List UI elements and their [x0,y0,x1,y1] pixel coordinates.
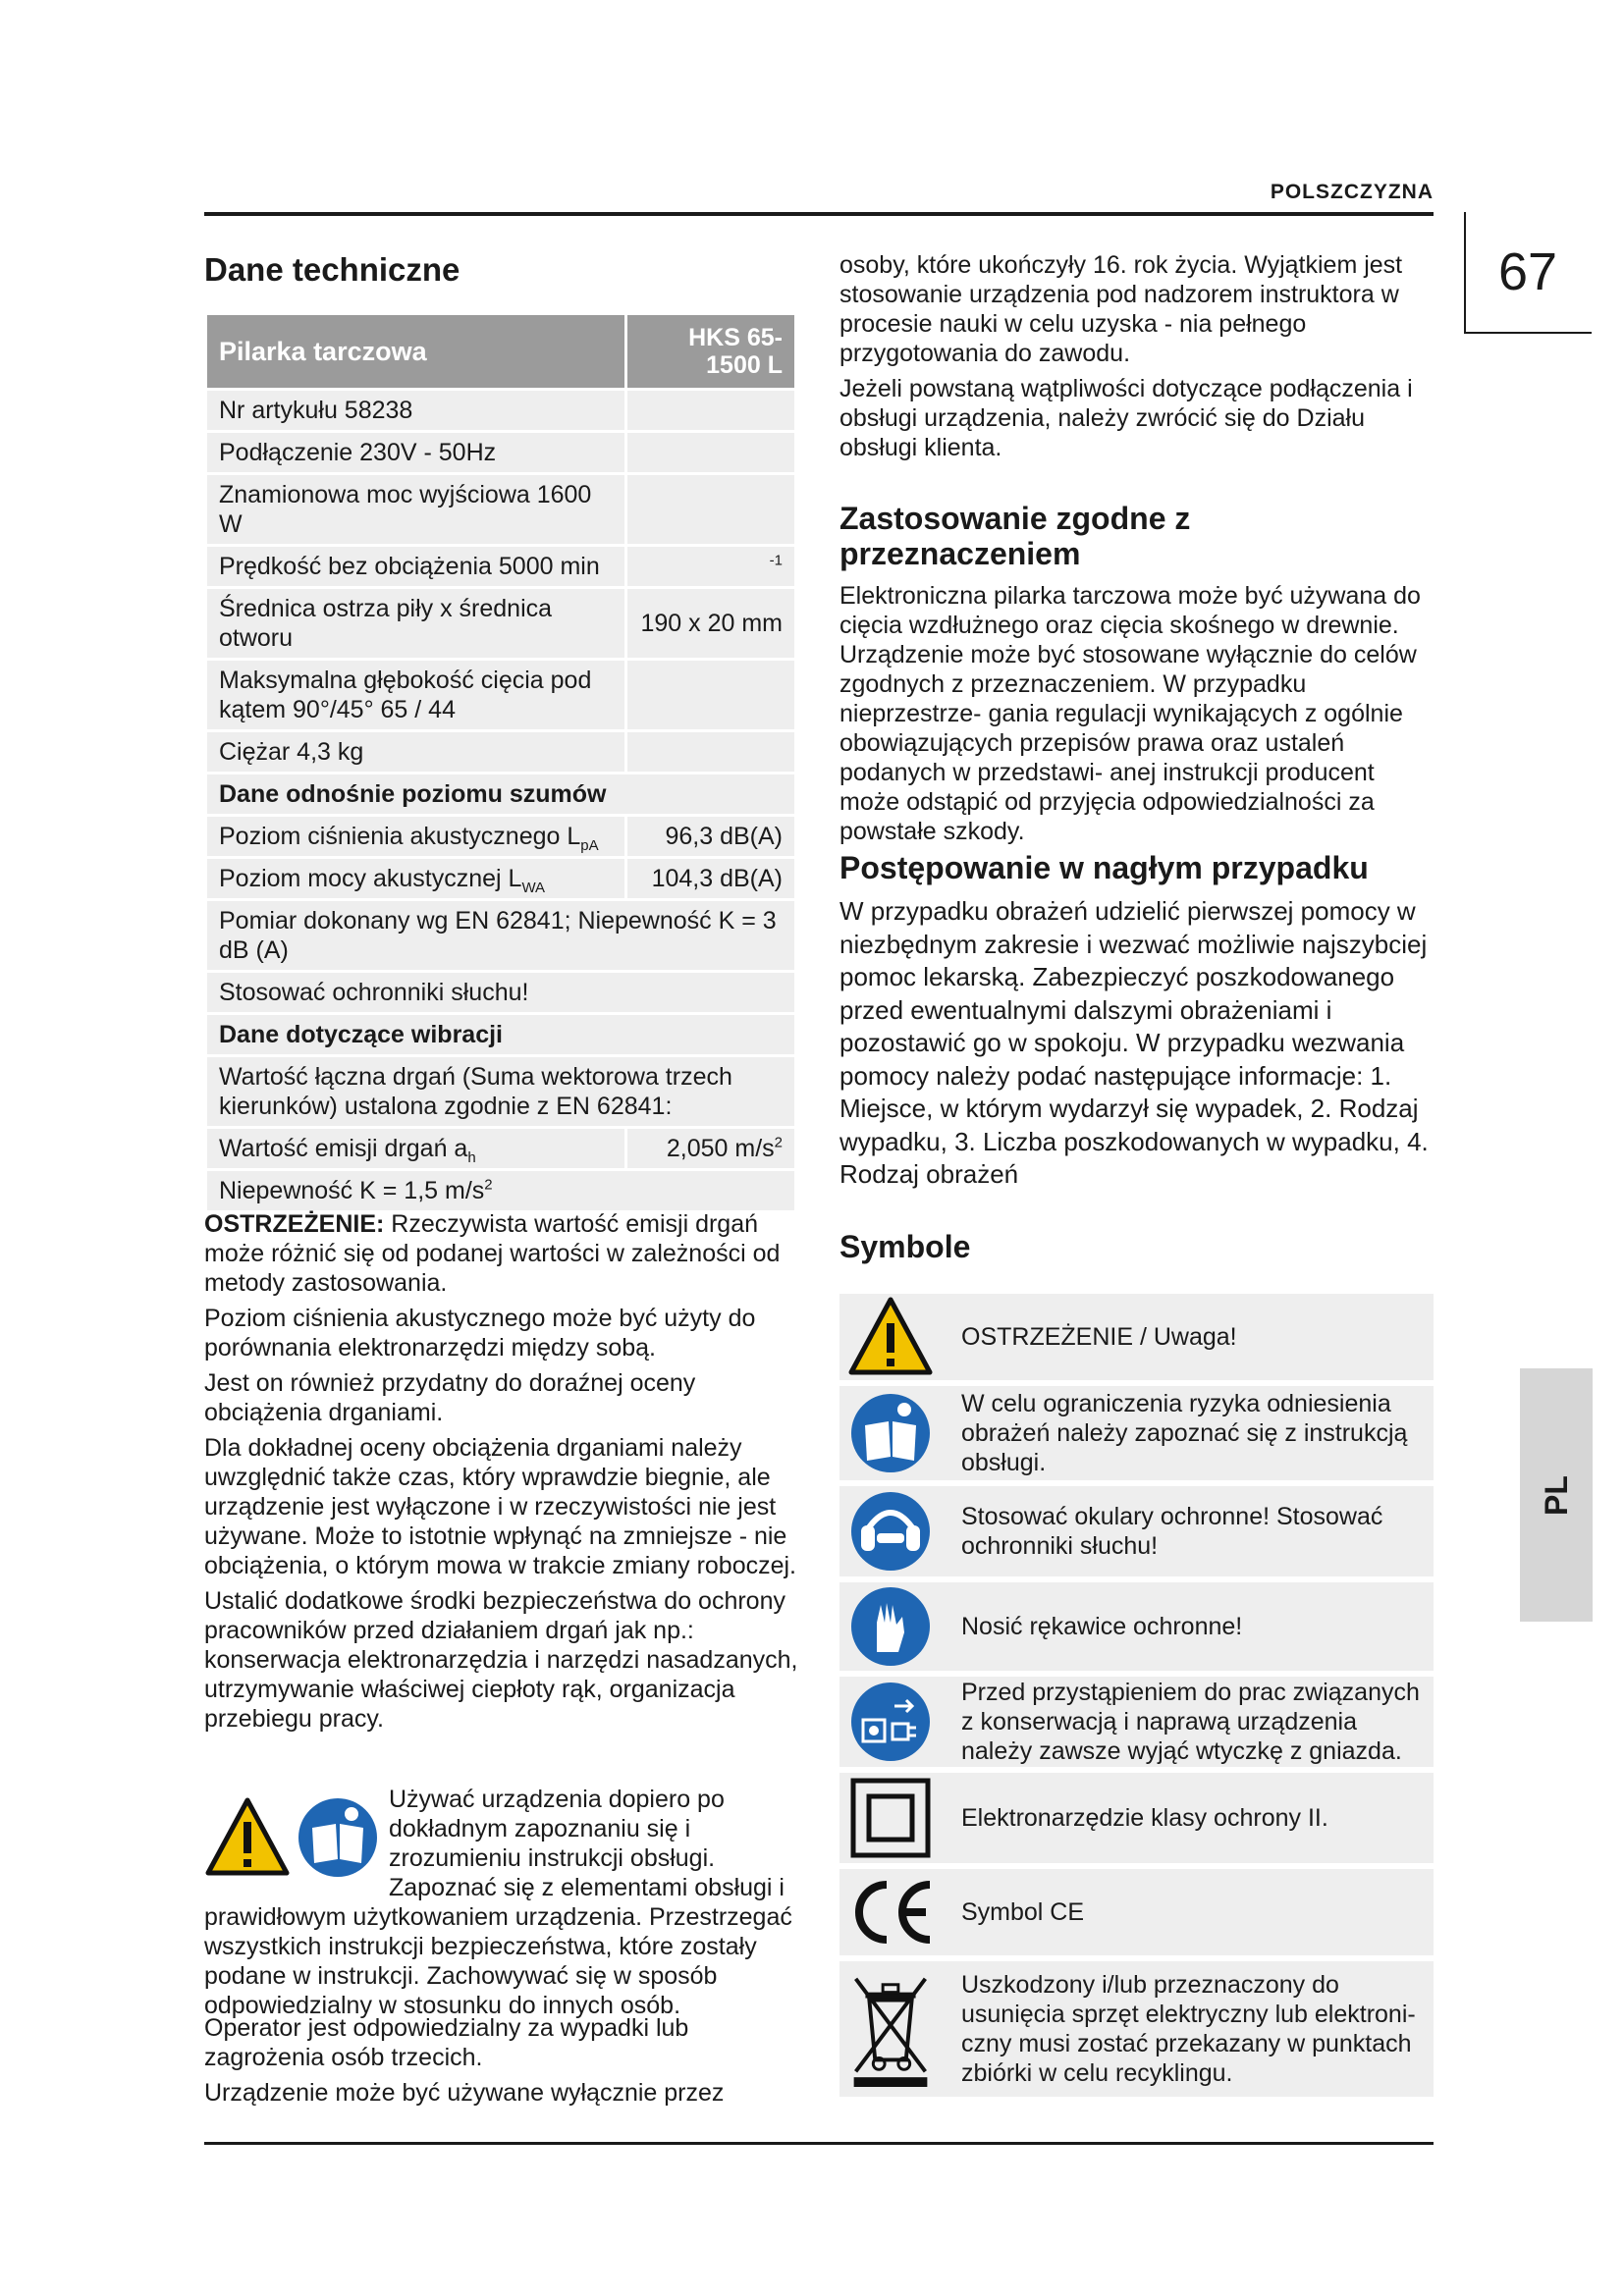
symbol-text: OSTRZEŻENIE / Uwaga! [961,1323,1237,1351]
gloves-icon [847,1583,934,1670]
ce-mark-icon [847,1869,934,1955]
table-row: Niepewność K = 1,5 $m/s^2$ [206,1170,796,1212]
table-row: Znamionowa moc wyjściowa 1600 W [206,474,796,546]
symbol-row-weee [839,1961,1434,2097]
weee-bin-icon [847,1971,934,2087]
page-number: 67 [1497,242,1558,301]
footer-rule [204,2142,1434,2145]
warning-triangle-icon [847,1294,934,1380]
symbol-text: Stosować okulary ochronne! Stosować ochronniki słuchu! [961,1503,1383,1560]
table-row: Wartość emisji drgań $a_h$ 2,050 $m/s^2$ [206,1128,796,1170]
table-header-row [206,314,796,390]
symbol-row-read-manual [839,1386,1434,1480]
table-row: Poziom mocy akustycznej $L_{WA}$ 104,3 dB(A) [206,858,796,900]
paragraph: Operator jest odpowiedzialny za wypadki lub zagrożenia osób trzecich. [204,2014,689,2071]
symbol-text: Przed przystąpieniem do prac związanych z konserwacją i naprawą urządzenia należy zawsze wyjąć wtyczkę z gniazda. [961,1679,1420,1765]
table-row: Stosować ochronniki słuchu! [206,972,796,1014]
intended-use-title: Zastosowanie zgodne z przeznaczeniem [839,501,1191,571]
paragraph: Jest on również przydatny do doraźnej oceny obciążenia drganiami. [204,1369,696,1426]
symbol-row-ce [839,1869,1434,1955]
symbol-row-eye-ear [839,1486,1434,1576]
symbol-text: Nosić rękawice ochronne! [961,1613,1243,1640]
language-header: POLSZCZYZNA [1270,181,1434,203]
table-row: Maksymalna głębokość cięcia pod kątem 90°/45° 65 / 44 [206,660,796,731]
symbol-text: Uszkodzony i/lub przeznaczony do usunięcia sprzęt elektryczny lub elektroni- czny musi zostać przekazany w punktach zbiórki w celu recyklingu. [961,1971,1416,2087]
symbols-title: Symbole [839,1229,971,1264]
read-manual-icon [847,1390,934,1476]
paragraph: Urządzenie może być używane wyłącznie przez [204,2079,725,2107]
notice-icons [204,1794,381,1881]
header-rule [204,212,1434,216]
noise-section-row: Dane odnośnie poziomu szumów [206,774,796,816]
table-row: Poziom ciśnienia akustycznego $L_{pA}$ 96,3 dB(A) [206,816,796,858]
symbol-row-class-two [839,1773,1434,1863]
paragraph: Jeżeli powstaną wątpliwości dotyczące podłączenia i obsługi urządzenia, należy zwrócić się do Działu obsługi klienta. [839,375,1413,461]
eye-ear-protection-icon [847,1488,934,1575]
table-row: Średnica ostrza piły x średnica otworu 190 x 20 mm [206,588,796,660]
intended-use-text: Elektroniczna pilarka tarczowa może być używana do cięcia wzdłużnego oraz cięcia skośnego w drewnie. Urządzenie może być stosowane wyłącznie do celów zgodnych z przeznaczeniem. W przypadku nieprzestrze- gania regulacji wynikających z ogólnie obowiązujących przepisów prawa oraz ustaleń podanych w przedstawi- anej instrukcji producent może odstąpić od przyjęcia odpowiedzialności za powstałe szkody. [839,582,1421,845]
paragraph: osoby, które ukończyły 16. rok życia. Wyjątkiem jest stosowanie urządzenia pod nadzorem instruktora w procesie nauki w celu uzyska - nia pełnego przygotowania do zawodu. [839,251,1403,367]
read-manual-notice: Używać urządzenia dopiero po dokładnym zapoznaniu się i zrozumieniu instrukcji obsługi. Zapoznać się z elementami obsługi i prawidłowym użytkowaniem urządzenia. Przestrzegać wszystkich instrukcji bezpieczeństwa, które zostały podane w instrukcji. Zachowywać się w sposób odpowiedzialny w stosunku do innych osób. [204,1786,792,2019]
class-two-icon [847,1775,934,1861]
table-row: Wartość łączna drgań (Suma wektorowa trzech kierunków) ustalona zgodnie z EN 62841: [206,1056,796,1128]
vibration-warning-text [204,1209,799,1739]
table-row: Prędkość bez obciążenia 5000 min $^{-1}$ [206,546,796,588]
unplug-icon [847,1679,934,1765]
table-row: Podłączenie 230V - 50Hz [206,432,796,474]
table-row: Pomiar dokonany wg EN 62841; Niepewność K = 3 dB (A) [206,900,796,972]
language-side-tab-label: PL [1538,1474,1574,1516]
symbol-row-unplug [839,1677,1434,1767]
emergency-text: W przypadku obrażeń udzielić pierwszej pomocy w niezbędnym zakresie i wezwać możliwie najszybciej pomoc lekarską. Zabezpieczyć poszkodowanego przed ewentualnymi dalszymi obrażeniami i pozostawić go w spokoju. W przypadku wezwania pomocy należy podać następujące informacje: 1. Miejsce, w którym wydarzył się wypadek, 2. Rodzaj wypadku, 3. Liczba poszkodowanych w wypadku, 4. Rodzaj obrażeń [839,896,1429,1189]
device-label: Pilarka tarczowa [206,314,626,390]
warning-paragraph: OSTRZEŻENIE: Rzeczywista wartość emisji drgań może różnić się od podanej wartości w zależności od metody zastosowania. [204,1210,781,1297]
paragraph: Ustalić dodatkowe środki bezpieczeństwa do ochrony pracowników przed działaniem drgań jak np.: konserwacja elektronarzędzia i narzędzi nasadzanych, utrzymywanie właściwej ciepłoty rąk, organizacja przebiegu pracy. [204,1587,798,1733]
model-label: HKS 65- 1500 L [626,314,796,390]
table-row: Nr artykułu 58238 [206,390,796,432]
table-row: Ciężar 4,3 kg [206,731,796,774]
symbol-row-warning [839,1294,1434,1380]
symbol-text: Elektronarzędzie klasy ochrony II. [961,1804,1328,1832]
emergency-title: Postępowanie w nagłym przypadku [839,850,1369,885]
symbol-text: W celu ograniczenia ryzyka odniesienia obrażeń należy zapoznać się z instrukcją obsługi. [961,1390,1408,1476]
paragraph: Dla dokładnej oceny obciążenia drganiami należy uwzględnić także czas, który wprawdzie biegnie, ale urządzenie jest wyłączone i w rzeczywistości nie jest używane. Może to istotnie wpłynąć na zmniejsze - nie obciążenia, o którym mowa w trakcie zmiany roboczej. [204,1434,797,1579]
vibration-section-row: Dane dotyczące wibracji [206,1014,796,1056]
tech-data-title: Dane techniczne [204,251,460,288]
operator-text [204,2013,799,2113]
tech-data-table [204,312,797,1213]
warning-triangle-icon [204,1794,381,1881]
paragraph: Poziom ciśnienia akustycznego może być użyty do porównania elektronarzędzi między sobą. [204,1305,756,1362]
symbol-row-gloves [839,1582,1434,1671]
symbol-text: Symbol CE [961,1898,1085,1926]
continuation-text [839,250,1434,468]
